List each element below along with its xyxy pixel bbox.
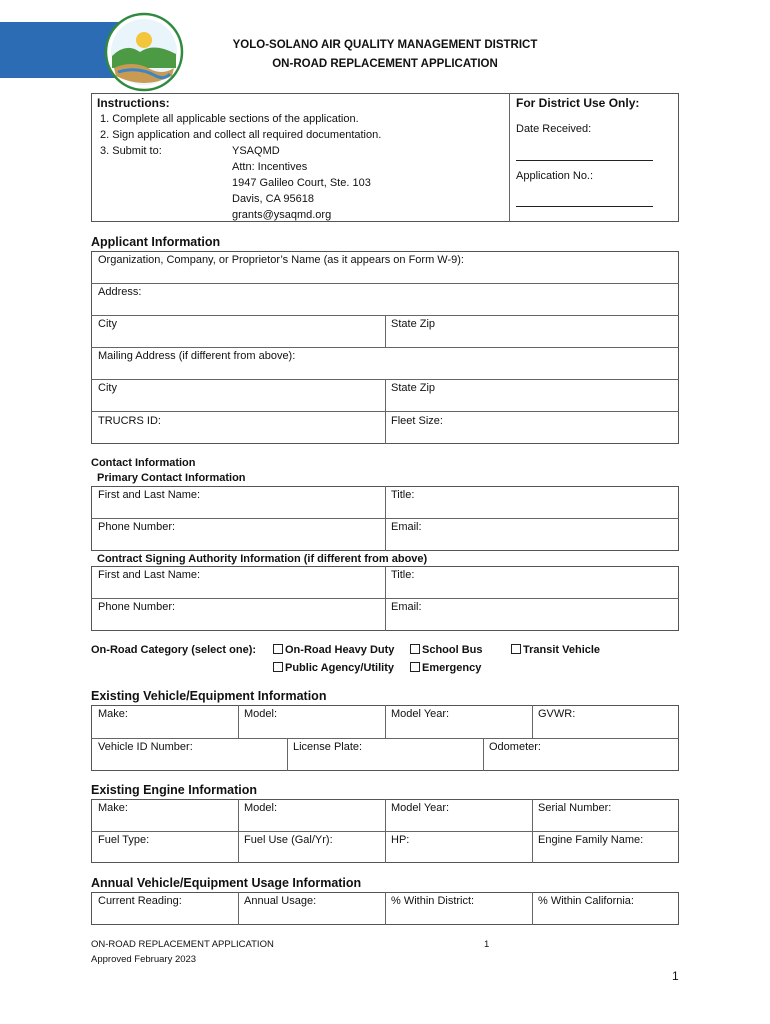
checkbox-icon[interactable] bbox=[511, 644, 521, 654]
within-california-field[interactable]: % Within California: bbox=[538, 895, 634, 907]
current-reading-field[interactable]: Current Reading: bbox=[98, 895, 182, 907]
footer-form-name: ON-ROAD REPLACEMENT APPLICATION bbox=[91, 939, 274, 950]
hp-field[interactable]: HP: bbox=[391, 834, 410, 846]
existing-engine-heading: Existing Engine Information bbox=[91, 783, 257, 797]
vehicle-model-year-field[interactable]: Model Year: bbox=[391, 708, 450, 720]
footer-approved-date: Approved February 2023 bbox=[91, 954, 197, 965]
usage-heading: Annual Vehicle/Equipment Usage Information bbox=[91, 876, 362, 890]
district-logo-icon bbox=[104, 12, 184, 92]
contact-heading: Contact Information bbox=[91, 457, 196, 469]
category-option-transit-vehicle[interactable]: Transit Vehicle bbox=[511, 644, 600, 656]
vehicle-gvwr-field[interactable]: GVWR: bbox=[538, 708, 576, 720]
primary-phone-field[interactable]: Phone Number: bbox=[98, 521, 176, 533]
signing-email-field[interactable]: Email: bbox=[391, 601, 422, 613]
footer-page-number: 1 bbox=[484, 939, 490, 950]
fleet-size-field[interactable]: Fleet Size: bbox=[391, 415, 443, 427]
primary-contact-heading: Primary Contact Information bbox=[97, 472, 246, 484]
category-label: On-Road Category (select one): bbox=[91, 644, 257, 656]
category-option-heavy-duty[interactable]: On-Road Heavy Duty bbox=[273, 644, 394, 656]
checkbox-icon[interactable] bbox=[273, 662, 283, 672]
odometer-field[interactable]: Odometer: bbox=[489, 741, 541, 753]
signing-phone-field[interactable]: Phone Number: bbox=[98, 601, 176, 613]
mailing-address-field[interactable]: Mailing Address (if different from above): bbox=[98, 350, 296, 362]
license-plate-field[interactable]: License Plate: bbox=[293, 741, 363, 753]
category-option-emergency[interactable]: Emergency bbox=[410, 662, 481, 674]
signing-name-field[interactable]: First and Last Name: bbox=[98, 569, 201, 581]
engine-model-field[interactable]: Model: bbox=[244, 802, 278, 814]
submit-address-line-1: YSAQMD bbox=[232, 145, 280, 157]
signing-authority-heading: Contract Signing Authority Information (if different from above) bbox=[97, 553, 428, 565]
engine-model-year-field[interactable]: Model Year: bbox=[391, 802, 450, 814]
engine-serial-field[interactable]: Serial Number: bbox=[538, 802, 612, 814]
date-received-line[interactable] bbox=[516, 160, 653, 161]
applicant-heading: Applicant Information bbox=[91, 235, 221, 249]
city-field[interactable]: City bbox=[98, 318, 117, 330]
vehicle-make-field[interactable]: Make: bbox=[98, 708, 128, 720]
instruction-step-2: 2. Sign application and collect all required documentation. bbox=[100, 129, 382, 141]
trucrs-id-field[interactable]: TRUCRS ID: bbox=[98, 415, 161, 427]
signing-title-field[interactable]: Title: bbox=[391, 569, 415, 581]
form-title: ON-ROAD REPLACEMENT APPLICATION bbox=[272, 58, 498, 70]
primary-name-field[interactable]: First and Last Name: bbox=[98, 489, 201, 501]
annual-usage-field[interactable]: Annual Usage: bbox=[244, 895, 317, 907]
submit-address-line-4: Davis, CA 95618 bbox=[232, 193, 314, 205]
engine-make-field[interactable]: Make: bbox=[98, 802, 128, 814]
checkbox-icon[interactable] bbox=[273, 644, 283, 654]
mailing-city-field[interactable]: City bbox=[98, 382, 117, 394]
instructions-heading: Instructions: bbox=[97, 96, 170, 110]
vehicle-model-field[interactable]: Model: bbox=[244, 708, 278, 720]
fuel-type-field[interactable]: Fuel Type: bbox=[98, 834, 150, 846]
state-zip-field[interactable]: State Zip bbox=[391, 318, 436, 330]
application-no-label: Application No.: bbox=[516, 170, 594, 182]
org-name-field[interactable]: Organization, Company, or Proprietor’s Name (as it appears on Form W-9): bbox=[98, 254, 464, 266]
district-use-heading: For District Use Only: bbox=[516, 96, 640, 110]
application-no-line[interactable] bbox=[516, 206, 653, 207]
submit-address-line-2: Attn: Incentives bbox=[232, 161, 308, 173]
category-option-public-agency[interactable]: Public Agency/Utility bbox=[273, 662, 394, 674]
submit-address-email: grants@ysaqmd.org bbox=[232, 209, 332, 221]
primary-title-field[interactable]: Title: bbox=[391, 489, 415, 501]
submit-address-line-3: 1947 Galileo Court, Ste. 103 bbox=[232, 177, 371, 189]
category-option-school-bus[interactable]: School Bus bbox=[410, 644, 483, 656]
mailing-state-zip-field[interactable]: State Zip bbox=[391, 382, 436, 394]
fuel-use-field[interactable]: Fuel Use (Gal/Yr): bbox=[244, 834, 333, 846]
page-number: 1 bbox=[672, 969, 679, 983]
checkbox-icon[interactable] bbox=[410, 644, 420, 654]
checkbox-icon[interactable] bbox=[410, 662, 420, 672]
address-field[interactable]: Address: bbox=[98, 286, 142, 298]
existing-vehicle-heading: Existing Vehicle/Equipment Information bbox=[91, 689, 327, 703]
instructions-divider bbox=[509, 93, 510, 222]
vehicle-id-field[interactable]: Vehicle ID Number: bbox=[98, 741, 193, 753]
date-received-label: Date Received: bbox=[516, 123, 592, 135]
instruction-step-1: 1. Complete all applicable sections of the application. bbox=[100, 113, 359, 125]
primary-email-field[interactable]: Email: bbox=[391, 521, 422, 533]
engine-family-field[interactable]: Engine Family Name: bbox=[538, 834, 644, 846]
within-district-field[interactable]: % Within District: bbox=[391, 895, 475, 907]
instruction-step-3: 3. Submit to: bbox=[100, 145, 162, 157]
org-title: YOLO-SOLANO AIR QUALITY MANAGEMENT DISTRICT bbox=[232, 39, 538, 51]
